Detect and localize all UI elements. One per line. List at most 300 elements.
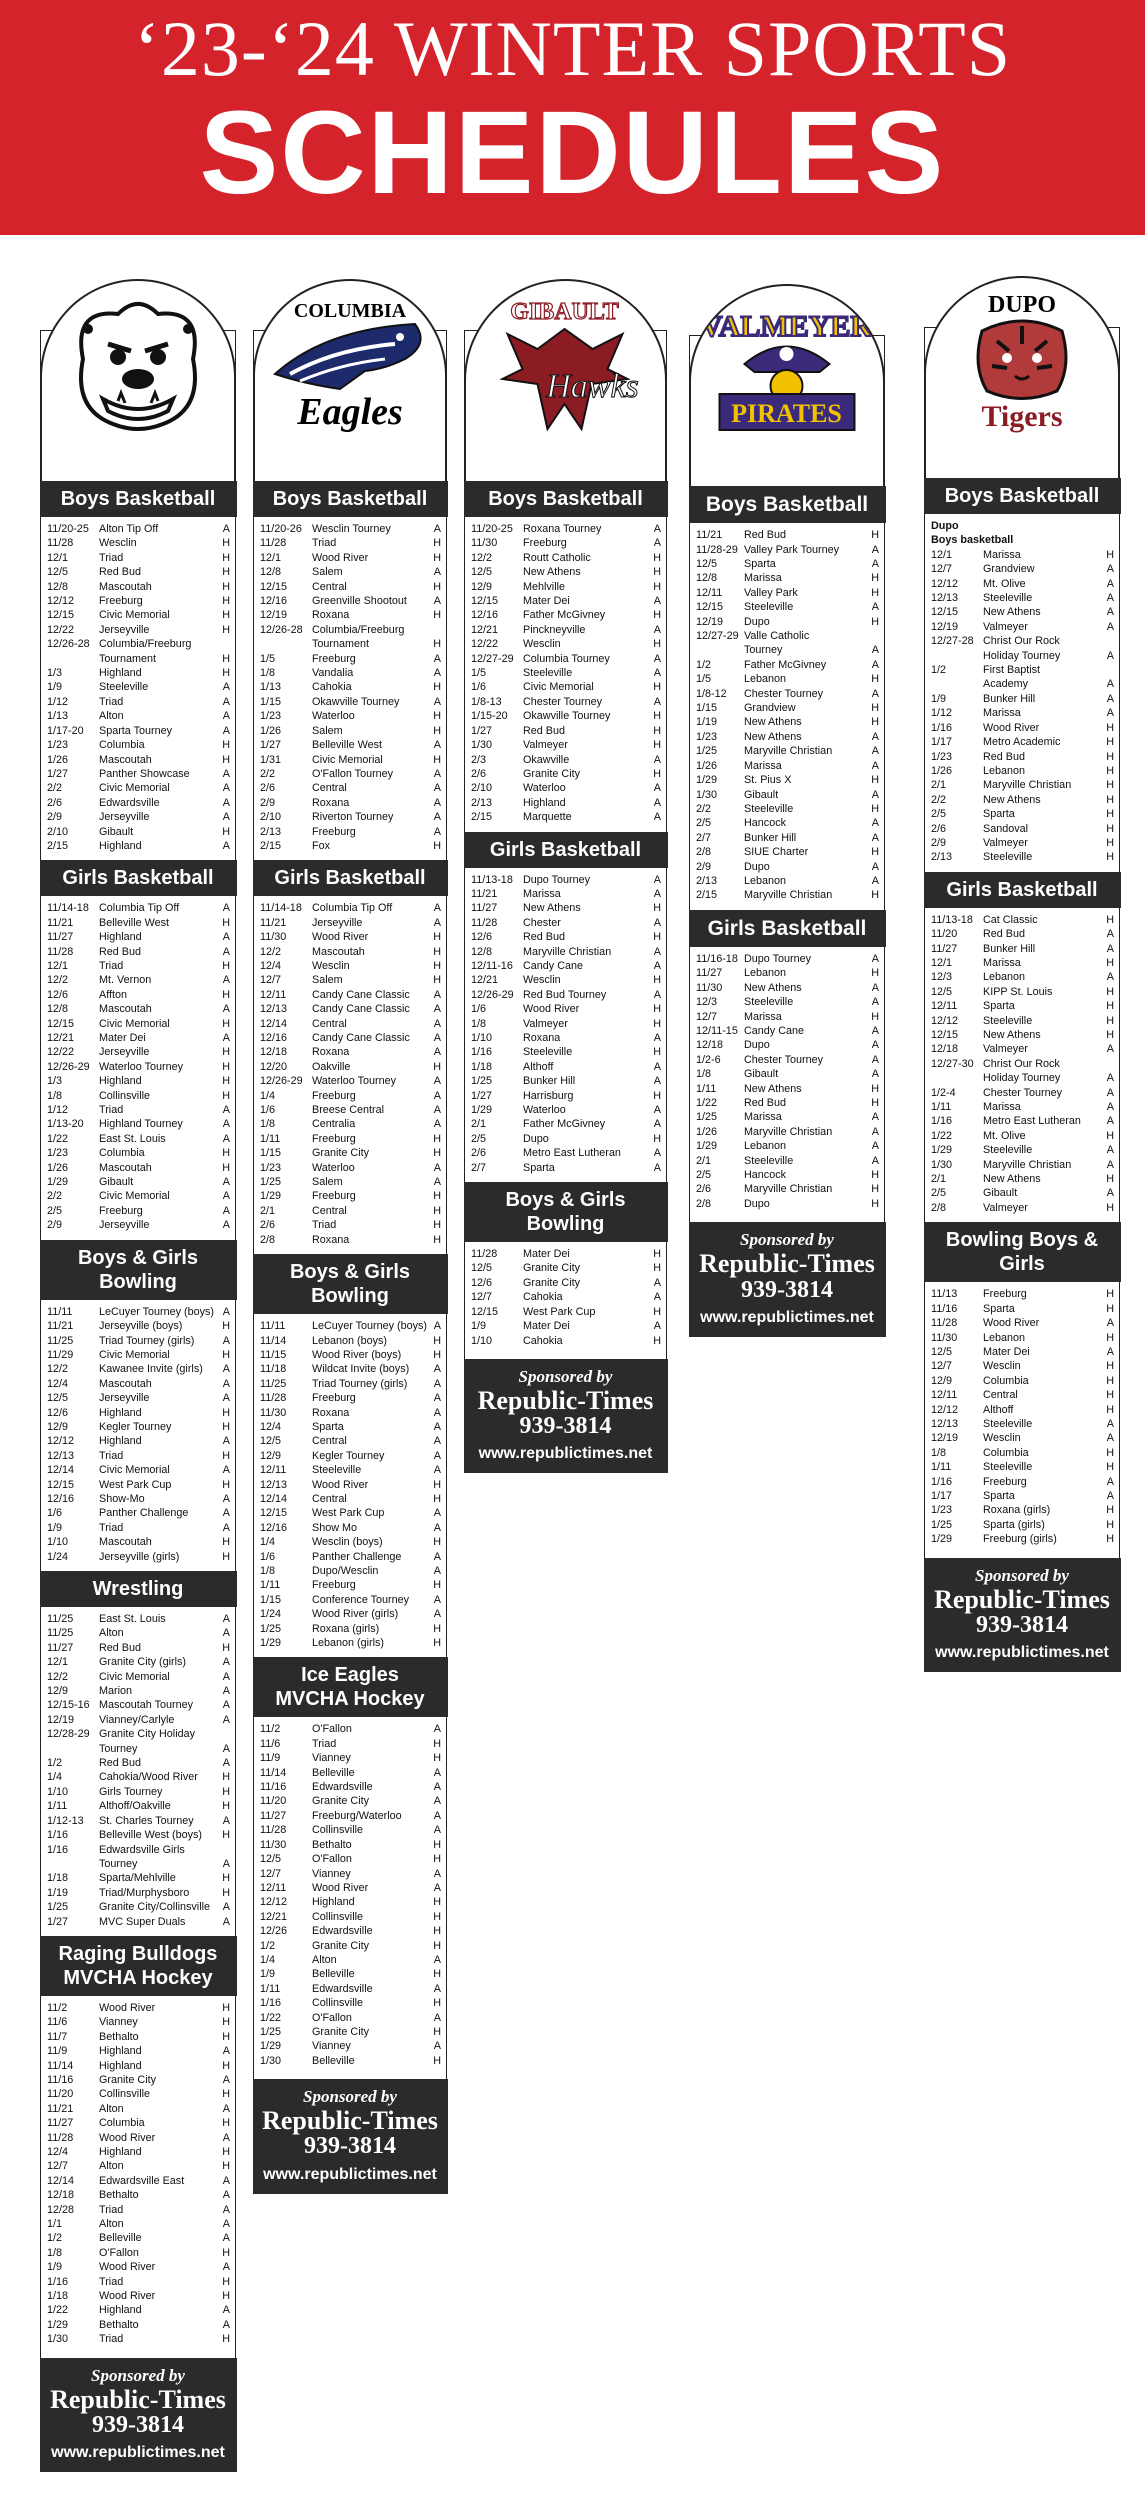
game-date: 1/29 <box>260 1190 282 1203</box>
game-location: H <box>871 673 879 686</box>
game-location: A <box>653 523 661 535</box>
game-location: H <box>871 1197 879 1210</box>
game-date: 2/15 <box>471 811 493 824</box>
game-opponent: Jerseyville <box>99 811 150 824</box>
game-opponent: Roxana <box>312 796 350 809</box>
sponsor-url[interactable]: www.republictimes.net <box>935 1644 1109 1662</box>
game-date: 2/15 <box>47 839 69 852</box>
game-opponent: Dupo <box>744 1197 770 1210</box>
game-location: A <box>222 1857 230 1870</box>
dupo-logo-text: DUPO <box>987 292 1056 318</box>
game-location: H <box>222 2117 230 2130</box>
game-date: 1/8 <box>260 1565 276 1577</box>
game-row <box>471 753 661 767</box>
game-row <box>260 839 441 853</box>
game-location: H <box>1106 1000 1114 1013</box>
game-row <box>47 1305 230 1319</box>
game-location: A <box>1106 1475 1114 1488</box>
game-opponent: Lebanon <box>983 1331 1026 1344</box>
game-row <box>471 623 661 637</box>
game-location: H <box>222 551 230 564</box>
game-opponent: Fox <box>312 839 330 852</box>
game-date: 1/12 <box>47 1104 69 1117</box>
game-location: H <box>871 1169 879 1182</box>
game-location: H <box>653 974 661 987</box>
game-date: 11/18 <box>260 1363 287 1376</box>
game-date: 12/11 <box>931 1389 958 1402</box>
game-row <box>47 1377 230 1391</box>
game-row <box>696 1053 879 1067</box>
game-row <box>471 608 661 622</box>
game-date: 11/2 <box>260 1723 281 1736</box>
game-location: A <box>653 1060 661 1073</box>
game-location: H <box>1106 1518 1114 1531</box>
game-location: A <box>1106 1043 1114 1056</box>
game-opponent: New Athens <box>744 981 802 994</box>
game-date: 2/5 <box>931 808 947 821</box>
game-row <box>931 1532 1114 1546</box>
game-row <box>931 1489 1114 1503</box>
game-opponent: Marissa <box>744 1111 782 1124</box>
game-row <box>47 2332 230 2346</box>
game-date: 11/13-18 <box>931 913 973 926</box>
game-date: 12/7 <box>931 1360 953 1373</box>
sponsor-url[interactable]: www.republictimes.net <box>700 1308 874 1326</box>
game-date: 1/16 <box>931 1475 953 1488</box>
game-opponent: New Athens <box>744 716 802 729</box>
game-location: A <box>433 1795 441 1808</box>
schedule-list <box>690 947 884 1218</box>
sponsor-url[interactable]: www.republictimes.net <box>51 2444 225 2462</box>
sponsor-line1: Sponsored by <box>518 1366 613 1386</box>
game-row <box>931 721 1114 735</box>
game-location: A <box>871 658 879 671</box>
schedule-body <box>925 478 1119 1672</box>
game-row <box>471 1290 661 1304</box>
game-row <box>47 945 230 959</box>
game-opponent: Hancock <box>744 1169 787 1182</box>
game-date: 12/19 <box>260 609 288 622</box>
game-opponent: Alton <box>312 1953 337 1966</box>
game-row <box>696 528 879 542</box>
game-location: H <box>653 1132 661 1145</box>
section-title: Boys Basketball <box>944 485 1100 507</box>
game-row <box>47 680 230 694</box>
sponsor-line1: Sponsored by <box>975 1565 1069 1585</box>
game-row <box>471 536 661 550</box>
game-row <box>931 1100 1114 1114</box>
game-date: 12/26-28 <box>47 638 90 651</box>
game-opponent: Sparta <box>983 1000 1015 1013</box>
game-opponent: Cahokia <box>523 1291 563 1304</box>
game-row <box>471 901 661 915</box>
game-date: 12/11-16 <box>471 959 513 972</box>
game-row <box>931 1172 1114 1186</box>
game-opponent: Mt. Olive <box>983 577 1026 590</box>
game-date: 1/16 <box>471 1046 493 1059</box>
game-row <box>47 1521 230 1535</box>
game-opponent: Lebanon <box>983 971 1026 984</box>
game-date: 1/9 <box>47 681 63 694</box>
game-location: A <box>222 2203 230 2216</box>
game-date: 11/9 <box>47 2045 68 2058</box>
game-row <box>260 1910 441 1924</box>
sponsor-url[interactable]: www.republictimes.net <box>478 1445 653 1463</box>
game-date: 1/6 <box>260 1550 276 1563</box>
game-date: 1/5 <box>471 667 487 680</box>
game-date: 1/11 <box>47 1800 68 1813</box>
game-row <box>260 1175 441 1189</box>
game-opponent: Highland <box>99 1435 142 1448</box>
game-location: A <box>222 2045 230 2058</box>
game-row <box>260 1017 441 1031</box>
game-location: H <box>1106 1504 1114 1517</box>
game-row <box>260 1391 441 1405</box>
game-row <box>47 1348 230 1362</box>
game-date: 11/27 <box>931 942 958 955</box>
game-date: 1/9 <box>47 2261 63 2274</box>
game-location: H <box>871 572 879 585</box>
game-location: A <box>653 1104 661 1117</box>
game-row <box>696 1067 879 1081</box>
game-location: H <box>222 1872 230 1885</box>
game-row <box>471 724 661 738</box>
game-date: 12/27-28 <box>931 635 974 648</box>
game-opponent: Waterloo Tourney <box>312 1075 397 1088</box>
game-location: A <box>222 2174 230 2187</box>
game-date: 1/30 <box>471 739 493 752</box>
game-opponent: Marissa <box>744 759 782 772</box>
game-location: H <box>433 839 441 852</box>
game-date: 12/5 <box>471 1262 493 1275</box>
game-row <box>931 956 1114 970</box>
game-opponent: Dupo <box>744 615 770 628</box>
hawk-icon <box>478 289 653 439</box>
game-date: 1/8-12 <box>696 687 727 700</box>
game-opponent: Columbia <box>99 2117 145 2130</box>
game-row <box>260 1334 441 1348</box>
game-location: H <box>433 551 441 564</box>
game-row <box>471 551 661 565</box>
game-location: H <box>433 1190 441 1203</box>
schedule-list <box>41 896 235 1239</box>
game-opponent: Highland <box>99 1075 142 1088</box>
game-date: 12/7 <box>260 1867 282 1880</box>
game-location: A <box>433 1809 441 1822</box>
game-date: 11/2 <box>47 2001 68 2014</box>
game-opponent: Roxana <box>312 609 350 622</box>
game-row <box>696 1038 879 1052</box>
game-location: A <box>222 1521 230 1534</box>
game-location: A <box>1106 1345 1114 1358</box>
game-row <box>931 1388 1114 1402</box>
game-opponent: New Athens <box>523 902 581 915</box>
game-date: 11/25 <box>47 1334 74 1347</box>
game-location: A <box>1106 1115 1114 1128</box>
game-date: 1/25 <box>696 745 718 758</box>
game-location: H <box>222 753 230 766</box>
section-title: Boys Basketball <box>488 488 643 510</box>
game-location: H <box>222 959 230 972</box>
schedule-list <box>254 896 446 1254</box>
game-row <box>47 1506 230 1520</box>
game-opponent: Wood River <box>99 2261 156 2274</box>
game-row <box>696 773 879 787</box>
game-date: 1/10 <box>471 1032 493 1044</box>
game-location: A <box>1106 1432 1114 1445</box>
game-row <box>47 1031 230 1045</box>
game-opponent: Collinsville <box>99 1089 151 1102</box>
game-row <box>47 825 230 839</box>
game-location: A <box>433 1723 441 1736</box>
game-row <box>47 1641 230 1655</box>
game-location: H <box>1106 1201 1114 1214</box>
game-opponent: Steeleville <box>99 681 149 694</box>
game-location: H <box>653 681 661 694</box>
game-date: 1/19 <box>696 716 718 729</box>
dupo-tigers-logo <box>924 276 1120 480</box>
game-opponent: Belleville West <box>99 916 170 929</box>
game-location: A <box>433 1953 441 1966</box>
game-opponent: Granite City <box>312 2025 369 2038</box>
game-location: H <box>1106 1374 1114 1387</box>
game-row <box>260 1895 441 1909</box>
game-location: A <box>433 767 441 780</box>
game-opponent: Tournament <box>99 652 157 665</box>
game-opponent: Oakville <box>312 1060 351 1073</box>
game-date: 1/2 <box>260 1939 276 1952</box>
game-row <box>931 1475 1114 1489</box>
game-location: H <box>653 638 661 651</box>
game-row <box>260 551 441 565</box>
game-location: H <box>871 1097 879 1109</box>
game-date: 11/20 <box>260 1795 287 1808</box>
game-row <box>696 952 879 966</box>
game-location: H <box>653 724 661 737</box>
game-row <box>260 1809 441 1823</box>
game-opponent: Valmeyer <box>983 620 1028 633</box>
game-row <box>47 2217 230 2231</box>
game-row <box>260 522 441 536</box>
game-row <box>47 1742 230 1756</box>
game-date: 12/8 <box>471 945 493 958</box>
game-row <box>47 2174 230 2188</box>
game-row <box>260 1780 441 1794</box>
section-title-bar <box>40 860 237 896</box>
game-date: 12/19 <box>931 1432 959 1445</box>
game-row <box>931 605 1114 619</box>
game-opponent: Roxana <box>312 1046 350 1059</box>
game-date: 2/15 <box>696 889 718 902</box>
game-location <box>217 637 230 651</box>
game-location: H <box>433 753 441 766</box>
game-date: 11/28 <box>47 945 74 958</box>
game-opponent: West Park Cup <box>312 1507 385 1520</box>
game-date: 12/26 <box>260 1925 288 1938</box>
game-opponent: Edwardsville <box>99 796 160 809</box>
game-row <box>471 637 661 651</box>
game-date: 2/5 <box>696 817 712 830</box>
game-opponent: Althoff/Oakville <box>99 1800 171 1813</box>
game-opponent: Metro East Lutheran <box>523 1147 621 1160</box>
game-row <box>47 1420 230 1434</box>
game-date: 12/19 <box>696 615 724 628</box>
game-location: H <box>222 1075 230 1088</box>
game-date: 12/8 <box>47 1003 69 1016</box>
game-date: 2/2 <box>260 767 276 780</box>
game-row <box>47 580 230 594</box>
game-opponent: Grandview <box>983 563 1035 576</box>
game-date: 11/14 <box>47 2059 74 2072</box>
game-row <box>931 778 1114 792</box>
game-opponent: Central <box>312 1204 347 1217</box>
section-title-bar <box>253 1254 448 1314</box>
game-row <box>471 1305 661 1319</box>
game-date: 11/28 <box>931 1317 958 1330</box>
game-opponent: Sparta/Mehlville <box>99 1872 176 1885</box>
game-date: 12/19 <box>47 1713 75 1726</box>
game-date: 1/8 <box>260 1118 276 1131</box>
game-row <box>47 1189 230 1203</box>
game-date: 1/12 <box>47 695 69 708</box>
game-location: H <box>222 1449 230 1462</box>
game-opponent: Valmeyer <box>983 1043 1028 1056</box>
game-row <box>931 1158 1114 1172</box>
game-row <box>931 649 1114 663</box>
game-date: 12/5 <box>931 985 953 998</box>
game-location: A <box>1106 1417 1114 1430</box>
game-date: 11/11 <box>47 1305 73 1318</box>
game-row <box>260 1377 441 1391</box>
game-location: H <box>653 609 661 622</box>
game-location: A <box>1106 1158 1114 1171</box>
game-row <box>47 2073 230 2087</box>
game-row <box>471 781 661 795</box>
sponsor-url[interactable]: www.republictimes.net <box>263 2165 437 2183</box>
game-row <box>931 735 1114 749</box>
game-location: H <box>433 1579 441 1592</box>
game-location: H <box>222 1406 230 1419</box>
game-row <box>47 781 230 795</box>
section-title-line1: Ice Eagles <box>301 1664 399 1687</box>
game-row <box>47 1406 230 1420</box>
game-location: H <box>222 1420 230 1433</box>
game-row <box>47 1886 230 1900</box>
game-row <box>931 807 1114 821</box>
game-row <box>696 802 879 816</box>
game-date: 11/28 <box>471 916 498 929</box>
game-row <box>260 1953 441 1967</box>
game-date: 11/20 <box>931 928 958 941</box>
game-row <box>260 695 441 709</box>
game-row <box>260 1218 441 1232</box>
game-opponent: Steeleville <box>983 851 1033 864</box>
game-opponent: Edwardsville Girls <box>99 1843 185 1856</box>
game-location: H <box>871 889 879 902</box>
game-row <box>47 959 230 973</box>
game-opponent: St. Pius X <box>744 774 792 787</box>
game-location: A <box>433 2040 441 2053</box>
game-date <box>931 1071 983 1085</box>
game-row <box>47 1857 230 1871</box>
game-row <box>696 715 879 729</box>
game-row <box>47 1334 230 1348</box>
game-date: 11/21 <box>471 887 498 900</box>
game-location: H <box>433 638 441 651</box>
game-row <box>696 788 879 802</box>
game-row <box>47 1655 230 1669</box>
game-opponent: Freeburg <box>312 825 356 838</box>
game-opponent: Highland Tourney <box>99 1118 183 1131</box>
game-opponent: Wesclin <box>523 638 561 651</box>
game-date: 12/3 <box>931 971 953 984</box>
game-opponent: New Athens <box>744 730 802 743</box>
game-opponent: Gibault <box>983 1187 1018 1200</box>
game-row <box>47 1814 230 1828</box>
game-opponent: Cat Classic <box>983 913 1038 926</box>
game-date: 11/30 <box>931 1331 958 1344</box>
game-date: 11/16-18 <box>696 952 738 965</box>
game-opponent: Lebanon <box>744 673 787 686</box>
game-location: A <box>653 988 661 1001</box>
game-location: A <box>222 1901 230 1914</box>
game-location: A <box>222 1613 230 1625</box>
game-location: A <box>871 730 879 743</box>
game-location: H <box>653 566 661 579</box>
game-row <box>47 1146 230 1160</box>
game-opponent: Wesclin <box>99 537 137 550</box>
game-date: 12/9 <box>471 580 493 593</box>
game-date: 12/26-29 <box>471 988 514 1001</box>
game-date: 1/27 <box>471 724 493 737</box>
game-date: 1/25 <box>931 1518 953 1531</box>
game-row <box>47 916 230 930</box>
game-row <box>260 1074 441 1088</box>
game-opponent: Marissa <box>983 1101 1021 1114</box>
game-row <box>471 887 661 901</box>
game-opponent: O'Fallon <box>99 2246 139 2259</box>
game-location: H <box>433 1925 441 1938</box>
game-location: A <box>222 1464 230 1477</box>
game-date: 12/2 <box>47 974 69 987</box>
game-location: A <box>871 788 879 801</box>
game-date: 2/9 <box>47 1219 63 1232</box>
game-opponent: Mt. Olive <box>983 1129 1026 1142</box>
game-date: 1/8 <box>696 1068 712 1081</box>
game-location: A <box>433 1608 441 1621</box>
game-opponent: Wood River (boys) <box>312 1348 402 1361</box>
game-date: 1/17 <box>931 736 953 749</box>
game-row <box>471 959 661 973</box>
game-opponent: Vianney <box>312 1867 351 1880</box>
game-row <box>471 680 661 694</box>
game-opponent: Steeleville <box>744 1154 794 1167</box>
sponsor-name: Republic-Times <box>477 1385 654 1415</box>
game-row <box>260 1002 441 1016</box>
game-opponent: Triad <box>99 959 124 972</box>
game-opponent: Collinsville <box>312 1824 364 1837</box>
game-location: H <box>871 1183 879 1196</box>
game-date: 12/13 <box>931 1417 959 1430</box>
game-row <box>47 2030 230 2044</box>
game-date: 1/15 <box>260 695 282 708</box>
game-opponent: Highland <box>99 2146 142 2158</box>
game-date: 12/11 <box>260 1881 287 1894</box>
game-date: 12/4 <box>260 959 282 972</box>
game-row <box>260 2025 441 2039</box>
game-opponent: Jerseyville <box>312 916 363 929</box>
game-opponent: Salem <box>312 1176 343 1189</box>
